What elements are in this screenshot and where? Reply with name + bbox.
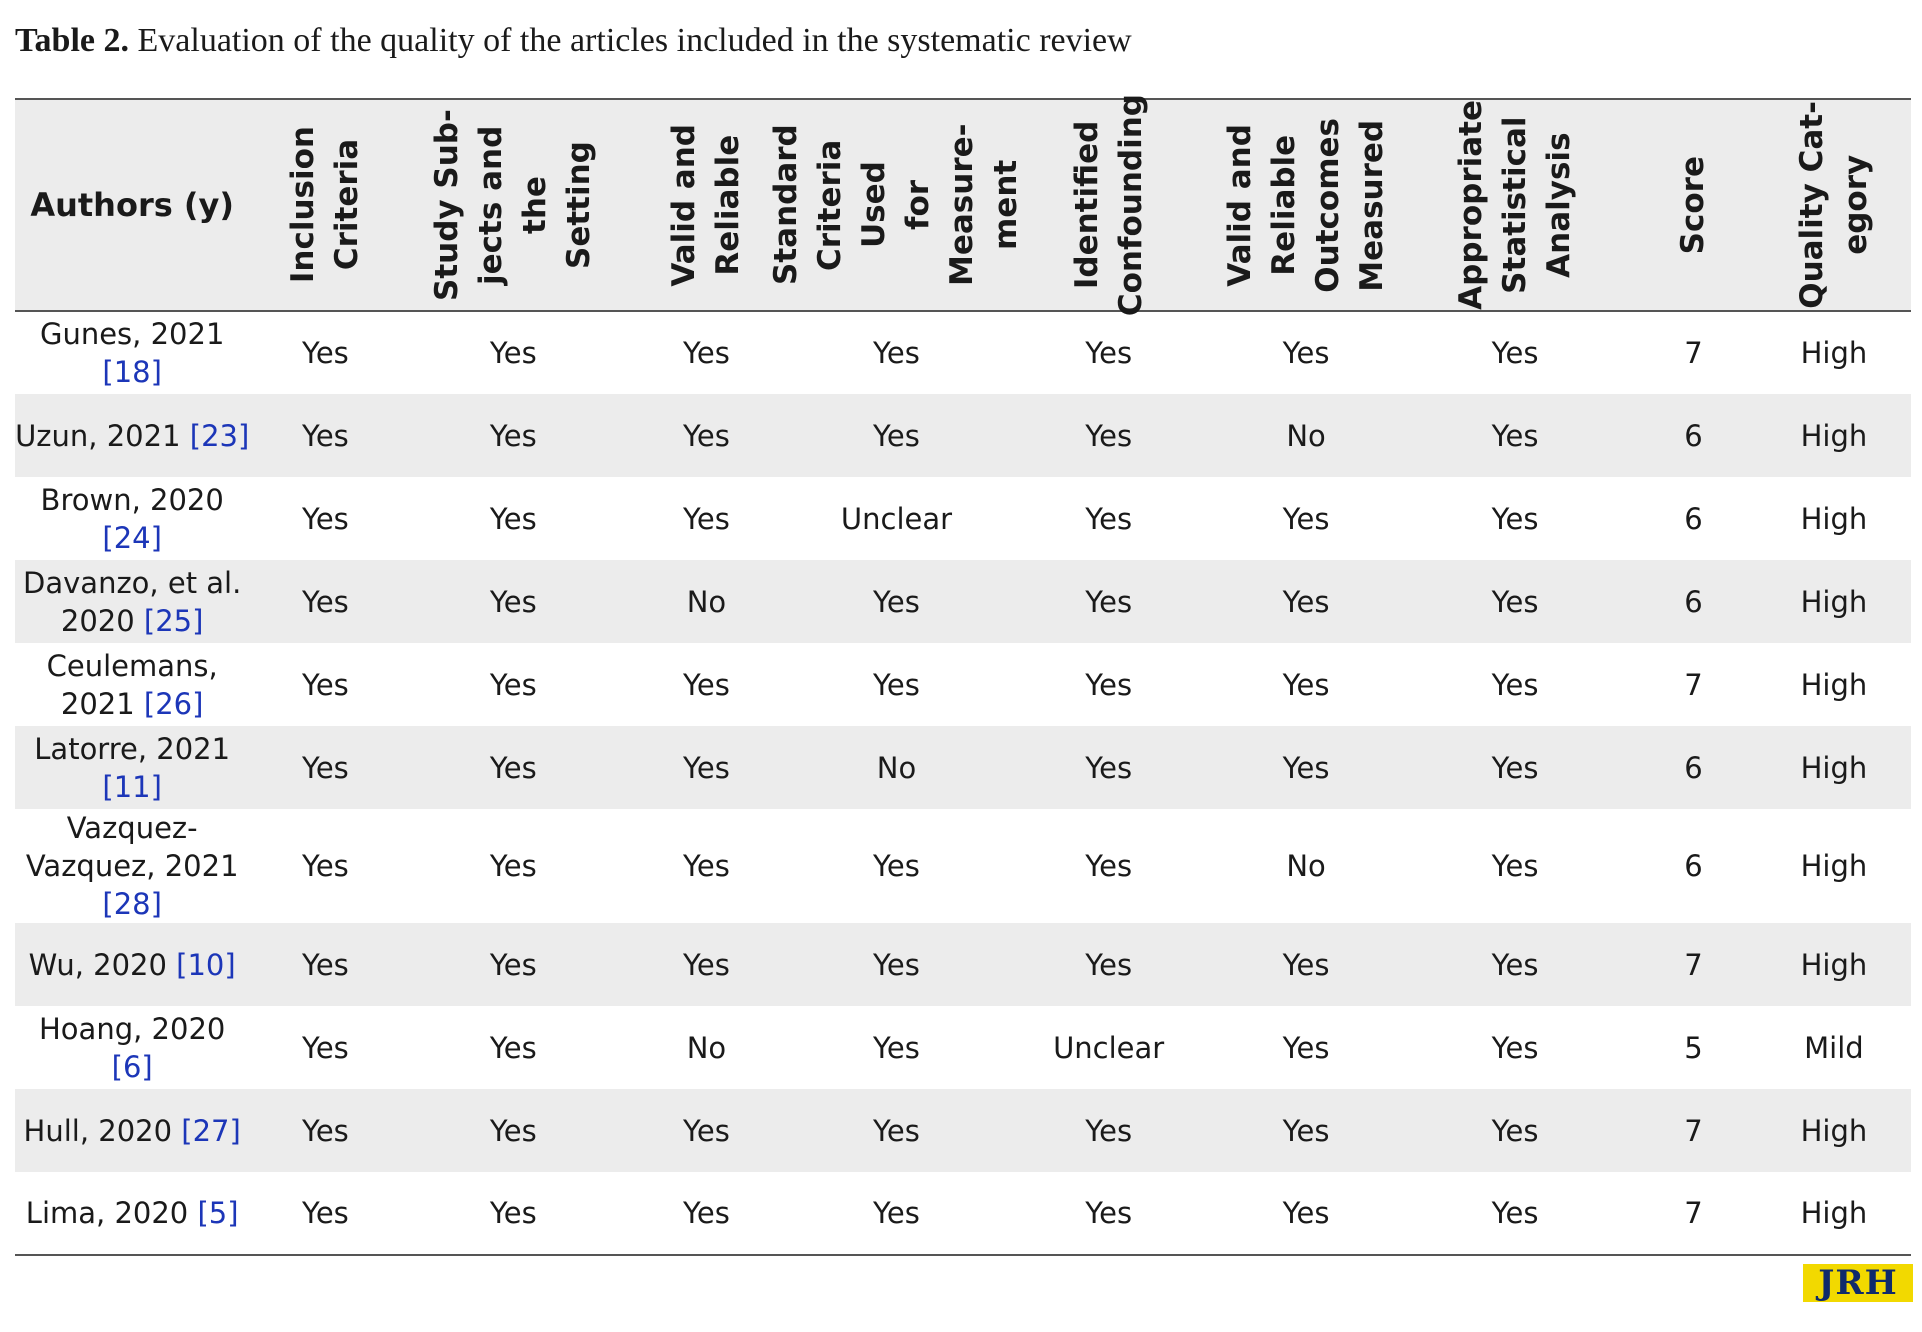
cell-study-subjects: Yes <box>489 849 537 883</box>
cell-quality-category: High <box>1800 667 1868 702</box>
cell-valid-reliable: Yes <box>683 849 730 883</box>
cell-valid-outcomes: Yes <box>1282 501 1330 536</box>
cell-standard-criteria: Yes <box>873 667 920 702</box>
author-name: Hull, 2020 <box>23 1113 173 1148</box>
cell-standard-criteria: Unclear <box>840 501 953 536</box>
table-row <box>15 560 1911 643</box>
cell-statistical-analysis: Yes <box>1491 418 1539 453</box>
cell-valid-reliable: No <box>686 584 727 619</box>
table-row <box>15 809 1911 923</box>
cell-statistical-analysis: Yes <box>1491 750 1539 785</box>
cell-standard-criteria: Yes <box>873 584 920 619</box>
table-row <box>15 311 1911 394</box>
cell-valid-reliable: Yes <box>683 750 730 785</box>
reference-link[interactable]: [27] <box>181 1113 241 1148</box>
cell-study-subjects: Yes <box>489 750 537 785</box>
cell-study-subjects: Yes <box>489 667 537 702</box>
cell-author <box>15 643 249 726</box>
author-name: Vazquez-Vazquez, 2021 <box>25 811 239 883</box>
author-name: Ceulemans, 2021 <box>46 648 218 721</box>
header-identified-confounding: Identified Confounding <box>1005 99 1212 311</box>
cell-statistical-analysis: Yes <box>1491 849 1539 883</box>
cell-statistical-analysis: Yes <box>1491 947 1539 982</box>
cell-identified-confounding: Yes <box>1085 947 1133 982</box>
table-row <box>15 1006 1911 1089</box>
cell-valid-reliable: Yes <box>625 1172 788 1255</box>
cell-standard-criteria: Yes <box>873 418 920 453</box>
cell-author <box>15 1089 249 1172</box>
reference-link[interactable]: [23] <box>189 418 250 453</box>
cell-inclusion-criteria: Yes <box>301 750 349 785</box>
table-row <box>15 1172 1911 1255</box>
header-authors: Authors (y) <box>15 99 249 311</box>
cell-valid-outcomes: No <box>1286 418 1326 453</box>
cell-valid-reliable: Yes <box>683 947 730 982</box>
table-body <box>15 311 1911 1255</box>
cell-valid-reliable: Yes <box>683 667 730 702</box>
cell-standard-criteria: Yes <box>788 1172 1005 1255</box>
cell-score: 6 <box>1684 750 1703 785</box>
reference-link[interactable]: [6] <box>111 1049 153 1084</box>
table-row <box>15 726 1911 809</box>
cell-author <box>15 1172 249 1255</box>
cell-inclusion-criteria: Yes <box>301 336 349 370</box>
header-statistical-analysis: Appropriate Statistical Analysis <box>1400 99 1630 311</box>
cell-author <box>15 394 249 477</box>
reference-link[interactable]: [11] <box>102 769 162 804</box>
cell-valid-outcomes: Yes <box>1282 1030 1330 1065</box>
cell-standard-criteria: Yes <box>873 849 920 883</box>
author-name: Gunes, 2021 <box>39 317 225 351</box>
cell-identified-confounding: Yes <box>1085 849 1133 883</box>
cell-author <box>15 311 249 394</box>
cell-score: 7 <box>1684 947 1703 982</box>
cell-valid-outcomes: No <box>1286 849 1326 883</box>
cell-score: 5 <box>1684 1030 1703 1065</box>
cell-identified-confounding: Yes <box>1085 1113 1133 1148</box>
header-study-subjects: Study Sub- jects and the Setting <box>401 99 625 311</box>
cell-score: 7 <box>1684 667 1703 702</box>
journal-logo: JRH <box>1803 1264 1913 1302</box>
cell-identified-confounding: Yes <box>1085 750 1133 785</box>
cell-standard-criteria: Yes <box>873 1113 920 1148</box>
cell-score: 6 <box>1684 584 1703 619</box>
cell-valid-outcomes: Yes <box>1212 1172 1400 1255</box>
table-caption <box>15 22 1132 60</box>
cell-study-subjects: Yes <box>489 1113 537 1148</box>
cell-identified-confounding: Yes <box>1085 667 1133 702</box>
cell-quality-category: High <box>1800 849 1868 883</box>
cell-author <box>15 560 249 643</box>
author-name: Hoang, 2020 <box>39 1011 226 1046</box>
cell-valid-reliable: Yes <box>683 501 730 536</box>
header-inclusion-criteria: Inclusion Criteria <box>249 99 401 311</box>
cell-standard-criteria: Yes <box>873 1030 920 1065</box>
quality-table <box>15 93 1911 1256</box>
cell-statistical-analysis: Yes <box>1491 1113 1539 1148</box>
reference-link[interactable]: [26] <box>143 686 204 721</box>
header-quality-category: Quality Cat- egory <box>1757 99 1911 311</box>
cell-score: 7 <box>1684 1113 1703 1148</box>
cell-standard-criteria: No <box>876 750 917 785</box>
cell-study-subjects: Yes <box>489 1030 537 1065</box>
cell-statistical-analysis: Yes <box>1491 1030 1539 1065</box>
cell-valid-reliable: Yes <box>683 418 730 453</box>
cell-author <box>15 809 249 923</box>
cell-valid-outcomes: Yes <box>1282 947 1330 982</box>
cell-quality-category: High <box>1800 750 1868 785</box>
cell-standard-criteria: Yes <box>873 336 920 370</box>
cell-study-subjects: Yes <box>489 501 537 536</box>
header-standard-criteria: Standard Criteria Used for Measure- ment <box>788 99 1005 311</box>
reference-link[interactable]: [5] <box>197 1196 239 1230</box>
cell-valid-reliable: Yes <box>683 336 730 370</box>
cell-quality-category: Mild <box>1804 1030 1864 1065</box>
cell-study-subjects: Yes <box>401 1172 625 1255</box>
cell-score: 6 <box>1684 501 1703 536</box>
cell-valid-outcomes: Yes <box>1282 584 1330 619</box>
cell-inclusion-criteria: Yes <box>301 849 349 883</box>
cell-inclusion-criteria: Yes <box>301 947 349 982</box>
cell-valid-reliable: Yes <box>683 1113 730 1148</box>
cell-quality-category: High <box>1800 501 1868 536</box>
author-name: Davanzo, et al. 2020 <box>23 565 242 638</box>
cell-score: 7 <box>1684 336 1703 370</box>
cell-identified-confounding: Yes <box>1085 584 1133 619</box>
author-name: Lima, 2020 <box>25 1196 189 1230</box>
table-caption-label: Table 2. <box>15 22 130 59</box>
cell-score: 6 <box>1684 418 1703 453</box>
cell-statistical-analysis: Yes <box>1491 501 1539 536</box>
table-row <box>15 923 1911 1006</box>
reference-link[interactable]: [18] <box>102 355 162 389</box>
cell-score: 7 <box>1630 1172 1757 1255</box>
cell-score: 6 <box>1684 849 1703 883</box>
header-row <box>15 99 1911 311</box>
author-name: Uzun, 2021 <box>15 418 181 453</box>
header-valid-outcomes: Valid and Reliable Outcomes Measured <box>1212 99 1400 311</box>
cell-identified-confounding: Yes <box>1085 418 1133 453</box>
cell-inclusion-criteria: Yes <box>301 1030 349 1065</box>
cell-identified-confounding: Unclear <box>1053 1030 1165 1065</box>
author-name: Wu, 2020 <box>28 947 167 982</box>
cell-valid-outcomes: Yes <box>1282 336 1330 370</box>
cell-quality-category: High <box>1800 1113 1868 1148</box>
cell-standard-criteria: Yes <box>873 947 920 982</box>
cell-study-subjects: Yes <box>489 418 537 453</box>
cell-valid-outcomes: Yes <box>1282 750 1330 785</box>
cell-study-subjects: Yes <box>489 336 537 370</box>
cell-statistical-analysis: Yes <box>1491 336 1539 370</box>
table-row <box>15 1089 1911 1172</box>
table-row <box>15 643 1911 726</box>
cell-inclusion-criteria: Yes <box>301 584 349 619</box>
header-valid-reliable: Valid and Reliable <box>625 99 788 311</box>
reference-link[interactable]: [28] <box>102 887 162 921</box>
cell-identified-confounding: Yes <box>1085 336 1133 370</box>
cell-inclusion-criteria: Yes <box>301 1113 349 1148</box>
table-row <box>15 394 1911 477</box>
cell-quality-category: High <box>1800 418 1868 453</box>
cell-author <box>15 923 249 1006</box>
reference-link[interactable]: [24] <box>102 520 162 555</box>
cell-identified-confounding: Yes <box>1005 1172 1212 1255</box>
cell-quality-category: High <box>1800 584 1868 619</box>
cell-statistical-analysis: Yes <box>1400 1172 1630 1255</box>
table-row <box>15 477 1911 560</box>
cell-quality-category: High <box>1757 1172 1911 1255</box>
cell-inclusion-criteria: Yes <box>301 418 349 453</box>
cell-identified-confounding: Yes <box>1085 501 1133 536</box>
cell-inclusion-criteria: Yes <box>301 667 349 702</box>
cell-valid-outcomes: Yes <box>1282 667 1330 702</box>
cell-study-subjects: Yes <box>489 947 537 982</box>
cell-author <box>15 726 249 809</box>
cell-statistical-analysis: Yes <box>1491 667 1539 702</box>
cell-quality-category: High <box>1800 336 1868 370</box>
header-score: Score <box>1630 99 1757 311</box>
cell-author <box>15 477 249 560</box>
cell-inclusion-criteria: Yes <box>301 501 349 536</box>
cell-study-subjects: Yes <box>489 584 537 619</box>
cell-inclusion-criteria: Yes <box>249 1172 401 1255</box>
reference-link[interactable]: [10] <box>176 947 236 982</box>
cell-statistical-analysis: Yes <box>1491 584 1539 619</box>
cell-valid-reliable: No <box>686 1030 727 1065</box>
cell-valid-outcomes: Yes <box>1282 1113 1330 1148</box>
cell-author <box>15 1006 249 1089</box>
reference-link[interactable]: [25] <box>143 603 204 638</box>
author-name: Brown, 2020 <box>40 482 224 517</box>
cell-quality-category: High <box>1800 947 1868 982</box>
table-caption-text: Evaluation of the quality of the articles included in the systematic review <box>137 22 1132 59</box>
author-name: Latorre, 2021 <box>34 731 231 766</box>
